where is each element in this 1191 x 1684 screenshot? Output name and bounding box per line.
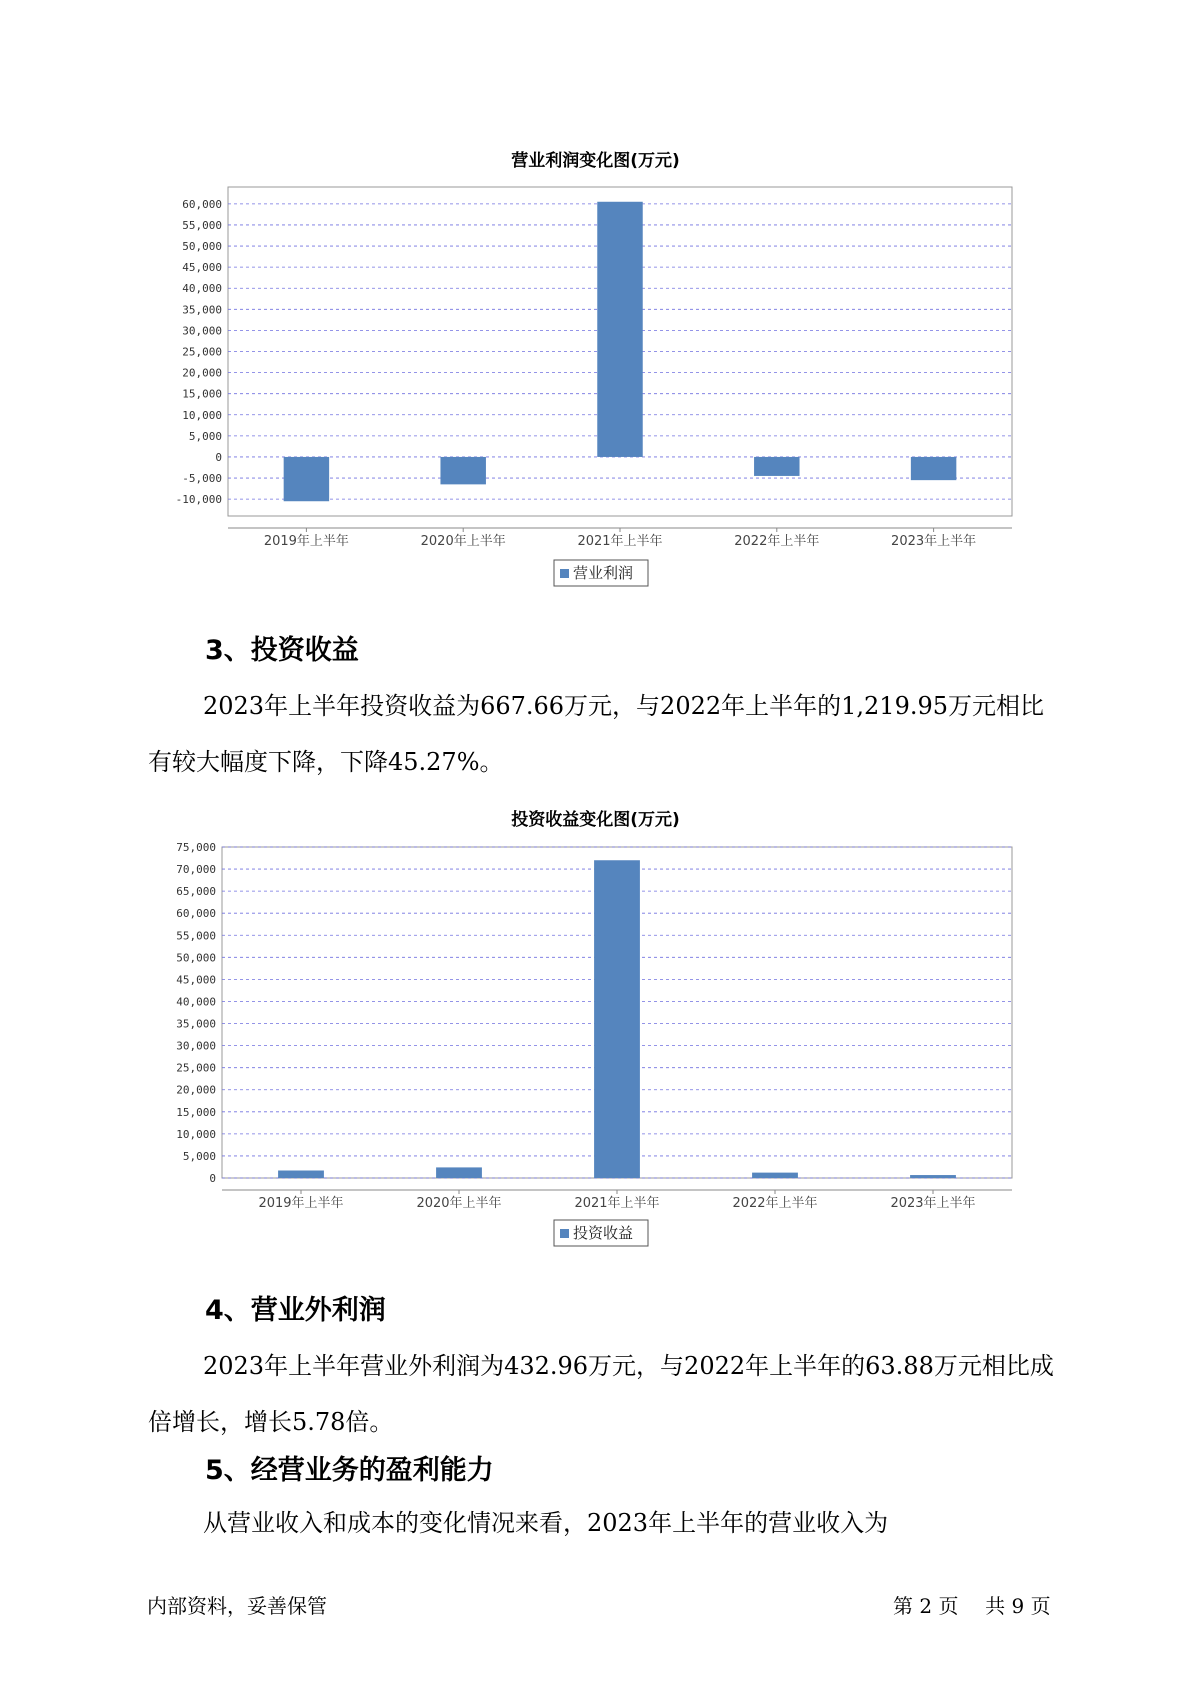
y-tick-label: 35,000 xyxy=(176,1017,216,1031)
x-tick-label: 2020年上半年 xyxy=(420,534,506,549)
y-tick-label: 10,000 xyxy=(176,1127,216,1141)
y-tick-label: 20,000 xyxy=(176,1083,216,1097)
footer-page-number xyxy=(893,1590,1051,1619)
page-total-prefix: 共 xyxy=(985,1594,1006,1618)
y-tick-label: 30,000 xyxy=(182,324,222,338)
section-heading-non-operating-profit: 4、营业外利润 xyxy=(205,1295,386,1326)
legend-label: 投资收益 xyxy=(573,1224,634,1242)
y-tick-label: 75,000 xyxy=(176,841,216,854)
bar xyxy=(436,1167,482,1178)
legend-label: 营业利润 xyxy=(573,564,634,582)
y-tick-label: 45,000 xyxy=(182,261,222,275)
x-tick-label: 2023年上半年 xyxy=(890,1196,976,1211)
y-tick-label: 20,000 xyxy=(182,366,222,380)
bar xyxy=(278,1170,324,1178)
y-tick-label: -10,000 xyxy=(175,493,222,507)
bar xyxy=(594,860,640,1178)
y-tick-label: 65,000 xyxy=(176,885,216,899)
bar xyxy=(910,1175,956,1178)
y-tick-label: 45,000 xyxy=(176,973,216,987)
y-tick-label: -5,000 xyxy=(182,472,222,486)
page-prefix: 第 xyxy=(893,1594,913,1618)
x-tick-label: 2023年上半年 xyxy=(891,534,977,549)
y-tick-label: 40,000 xyxy=(176,995,216,1009)
section-heading-investment-income: 3、投资收益 xyxy=(205,635,359,666)
footer-confidential-note: 内部资料，妥善保管 xyxy=(147,1594,327,1618)
y-tick-label: 15,000 xyxy=(176,1105,216,1119)
x-tick-label: 2022年上半年 xyxy=(732,1196,818,1211)
chart-title: 投资收益变化图(万元) xyxy=(511,810,680,830)
page-suffix: 页 xyxy=(1030,1594,1051,1618)
y-tick-label: 5,000 xyxy=(182,1149,216,1163)
y-tick-label: 60,000 xyxy=(176,907,216,921)
legend-swatch xyxy=(560,1229,569,1238)
x-tick-label: 2021年上半年 xyxy=(574,1196,660,1211)
x-tick-label: 2020年上半年 xyxy=(416,1196,502,1211)
y-tick-label: 70,000 xyxy=(176,863,216,877)
page-mid: 页 xyxy=(938,1594,959,1618)
y-tick-label: 25,000 xyxy=(176,1061,216,1075)
y-tick-label: 15,000 xyxy=(182,387,222,401)
paragraph-non-operating-profit: 2023年上半年营业外利润为432.96万元，与2022年上半年的63.88万元相比成倍增长，增长5.78倍。 xyxy=(148,1352,1054,1436)
page-total: 9 xyxy=(1011,1594,1025,1618)
y-tick-label: 30,000 xyxy=(176,1039,216,1053)
bar xyxy=(752,1173,798,1178)
page-current: 2 xyxy=(919,1594,933,1618)
y-tick-label: 25,000 xyxy=(182,345,222,359)
x-tick-label: 2022年上半年 xyxy=(734,534,820,549)
y-tick-label: 55,000 xyxy=(176,929,216,943)
y-tick-label: 0 xyxy=(215,450,222,464)
y-tick-label: 0 xyxy=(209,1172,216,1185)
y-tick-label: 35,000 xyxy=(182,303,222,317)
y-tick-label: 10,000 xyxy=(182,408,222,422)
x-tick-label: 2021年上半年 xyxy=(577,534,663,549)
x-tick-label: 2019年上半年 xyxy=(258,1196,344,1211)
y-tick-label: 50,000 xyxy=(182,240,222,254)
y-tick-label: 55,000 xyxy=(182,218,222,232)
y-tick-label: 50,000 xyxy=(176,951,216,965)
y-tick-label: 60,000 xyxy=(182,197,222,211)
paragraph-profitability: 从营业收入和成本的变化情况来看，2023年上半年的营业收入为 xyxy=(203,1509,889,1537)
y-tick-label: 40,000 xyxy=(182,282,222,296)
chart-title: 营业利润变化图(万元) xyxy=(511,151,680,171)
paragraph-investment-income: 2023年上半年投资收益为667.66万元，与2022年上半年的1,219.95万元相比有较大幅度下降，下降45.27%。 xyxy=(148,692,1045,776)
x-tick-label: 2019年上半年 xyxy=(263,534,349,549)
y-tick-label: 5,000 xyxy=(188,429,222,443)
section-heading-profitability: 5、经营业务的盈利能力 xyxy=(205,1455,494,1486)
